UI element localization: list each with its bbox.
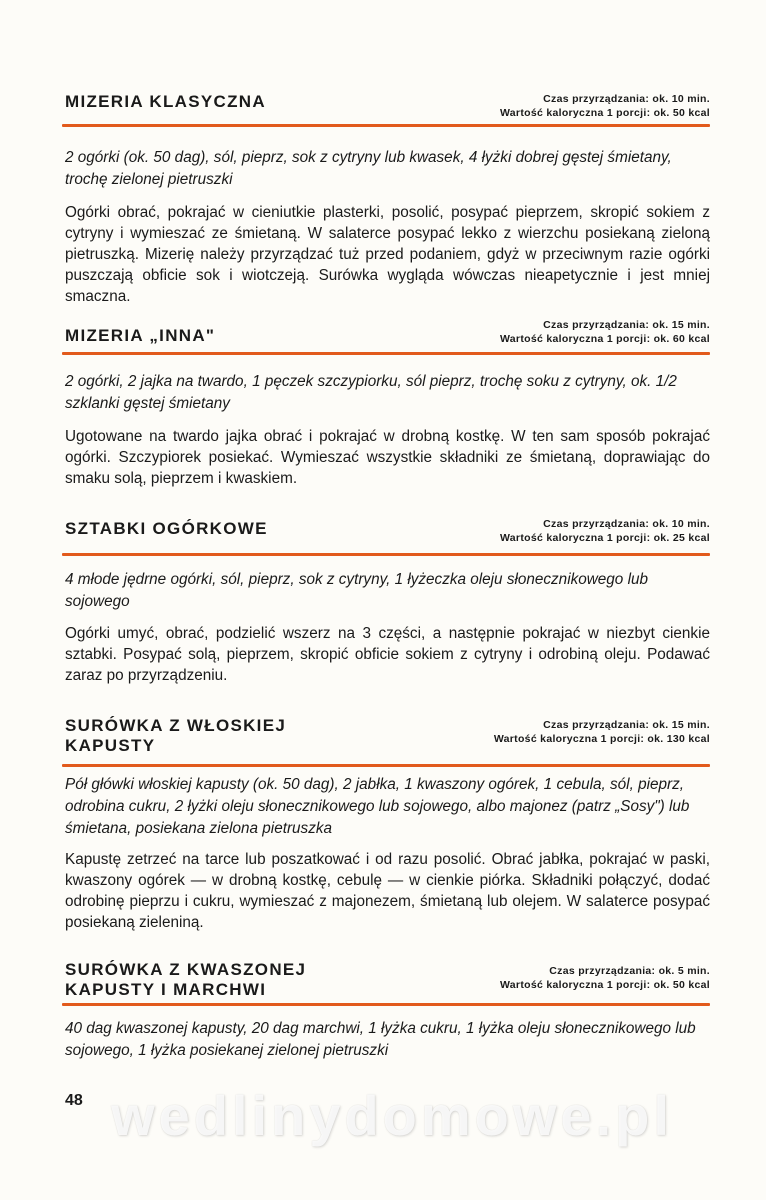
instructions: Kapustę zetrzeć na tarce lub poszatkować i od razu posolić. Obrać jabłka, pokrajać w paski, kwaszony ogórek — w drobną kostkę, cebulę — w cienkie piórka. Składniki połączyć, dodać odrobinę pieprzu i cukru, wymieszać z majonezem, śmietaną lub olejem. W salaterce posypać posiekaną zieleniną. (65, 851, 710, 931)
page-number: 48 (65, 1092, 83, 1109)
ingredients: 2 ogórki, 2 jajka na twardo, 1 pęczek szczypiorku, sól pieprz, trochę soku z cytryny, ok. 1/2 szklanki gęstej śmietany (65, 373, 677, 412)
ingredients: 4 młode jędrne ogórki, sól, pieprz, sok z cytryny, 1 łyżeczka oleju słonecznikowego lub sojowego (65, 571, 648, 610)
instructions: Ogórki obrać, pokrajać w cieniutkie plasterki, posolić, posypać pieprzem, skropić sokiem z cytryny i wymieszać ze śmietaną. W salaterce posypać lekko z wierzchu posiekaną zieloną pietruszką. Mizerię należy przyrządzać tuż przed podaniem, gdyż w przeciwnym razie ogórki puszczają obficie sok i wiotczeją. Surówka wygląda wówczas nieapetycznie i jest mniej smaczna. (65, 204, 710, 305)
watermark: wedlinydomowe.pl (111, 1084, 673, 1147)
recipe-meta (410, 92, 710, 120)
recipe-meta (410, 964, 710, 992)
prep-time: Czas przyrządzania: ok. 10 min. (543, 93, 710, 105)
recipe-meta (410, 318, 710, 346)
recipe-title: MIZERIA KLASYCZNA (65, 92, 266, 111)
calories: Wartość kaloryczna 1 porcji: ok. 130 kcal (493, 733, 710, 745)
recipe-title: SZTABKI OGÓRKOWE (65, 519, 268, 538)
calories: Wartość kaloryczna 1 porcji: ok. 60 kcal (499, 333, 710, 345)
prep-time: Czas przyrządzania: ok. 10 min. (543, 518, 710, 530)
ingredients: 40 dag kwaszonej kapusty, 20 dag marchwi, 1 łyżka cukru, 1 łyżka oleju słonecznikowego lub sojowego, 1 łyżka posiekanej zielonej pietruszki (65, 1020, 696, 1059)
recipe-title: MIZERIA „INNA" (65, 326, 216, 345)
prep-time: Czas przyrządzania: ok. 15 min. (543, 319, 710, 331)
calories: Wartość kaloryczna 1 porcji: ok. 50 kcal (499, 107, 710, 119)
instructions: Ugotowane na twardo jajka obrać i pokrajać w drobną kostkę. W ten sam sposób pokrajać ogórki. Szczypiorek posiekać. Wymieszać wszystkie składniki ze śmietaną, doprawiając do smaku solą, pieprzem i kwaskiem. (65, 428, 710, 487)
orange-rule (62, 124, 710, 127)
recipe-title: SURÓWKA Z WŁOSKIEJ KAPUSTY (65, 716, 287, 755)
calories: Wartość kaloryczna 1 porcji: ok. 25 kcal (499, 532, 710, 544)
recipe-meta (410, 718, 710, 746)
orange-rule (62, 1003, 710, 1006)
ingredients: 2 ogórki (ok. 50 dag), sól, pieprz, sok z cytryny lub kwasek, 4 łyżki dobrej gęstej śmietany, trochę zielonej pietruszki (65, 149, 672, 188)
calories: Wartość kaloryczna 1 porcji: ok. 50 kcal (499, 979, 710, 991)
recipe-title: SURÓWKA Z KWASZONEJ KAPUSTY I MARCHWI (65, 960, 307, 999)
prep-time: Czas przyrządzania: ok. 15 min. (543, 719, 710, 731)
recipe-meta (410, 517, 710, 545)
instructions: Ogórki umyć, obrać, podzielić wszerz na 3 części, a następnie pokrajać w niezbyt cienkie sztabki. Posypać solą, pieprzem, skropić obficie sokiem z cytryny i odrobiną oleju. Podawać zaraz po przyrządzeniu. (65, 625, 710, 684)
orange-rule (62, 352, 710, 355)
prep-time: Czas przyrządzania: ok. 5 min. (549, 965, 710, 977)
orange-rule (62, 764, 710, 767)
ingredients: Pół główki włoskiej kapusty (ok. 50 dag), 2 jabłka, 1 kwaszony ogórek, 1 cebula, sól, pieprz, odrobina cukru, 2 łyżki oleju słonecznikowego lub sojowego, albo majonez (patrz „Sosy") lub śmietana, posiekana zielona pietruszka (65, 776, 690, 837)
orange-rule (62, 553, 710, 556)
